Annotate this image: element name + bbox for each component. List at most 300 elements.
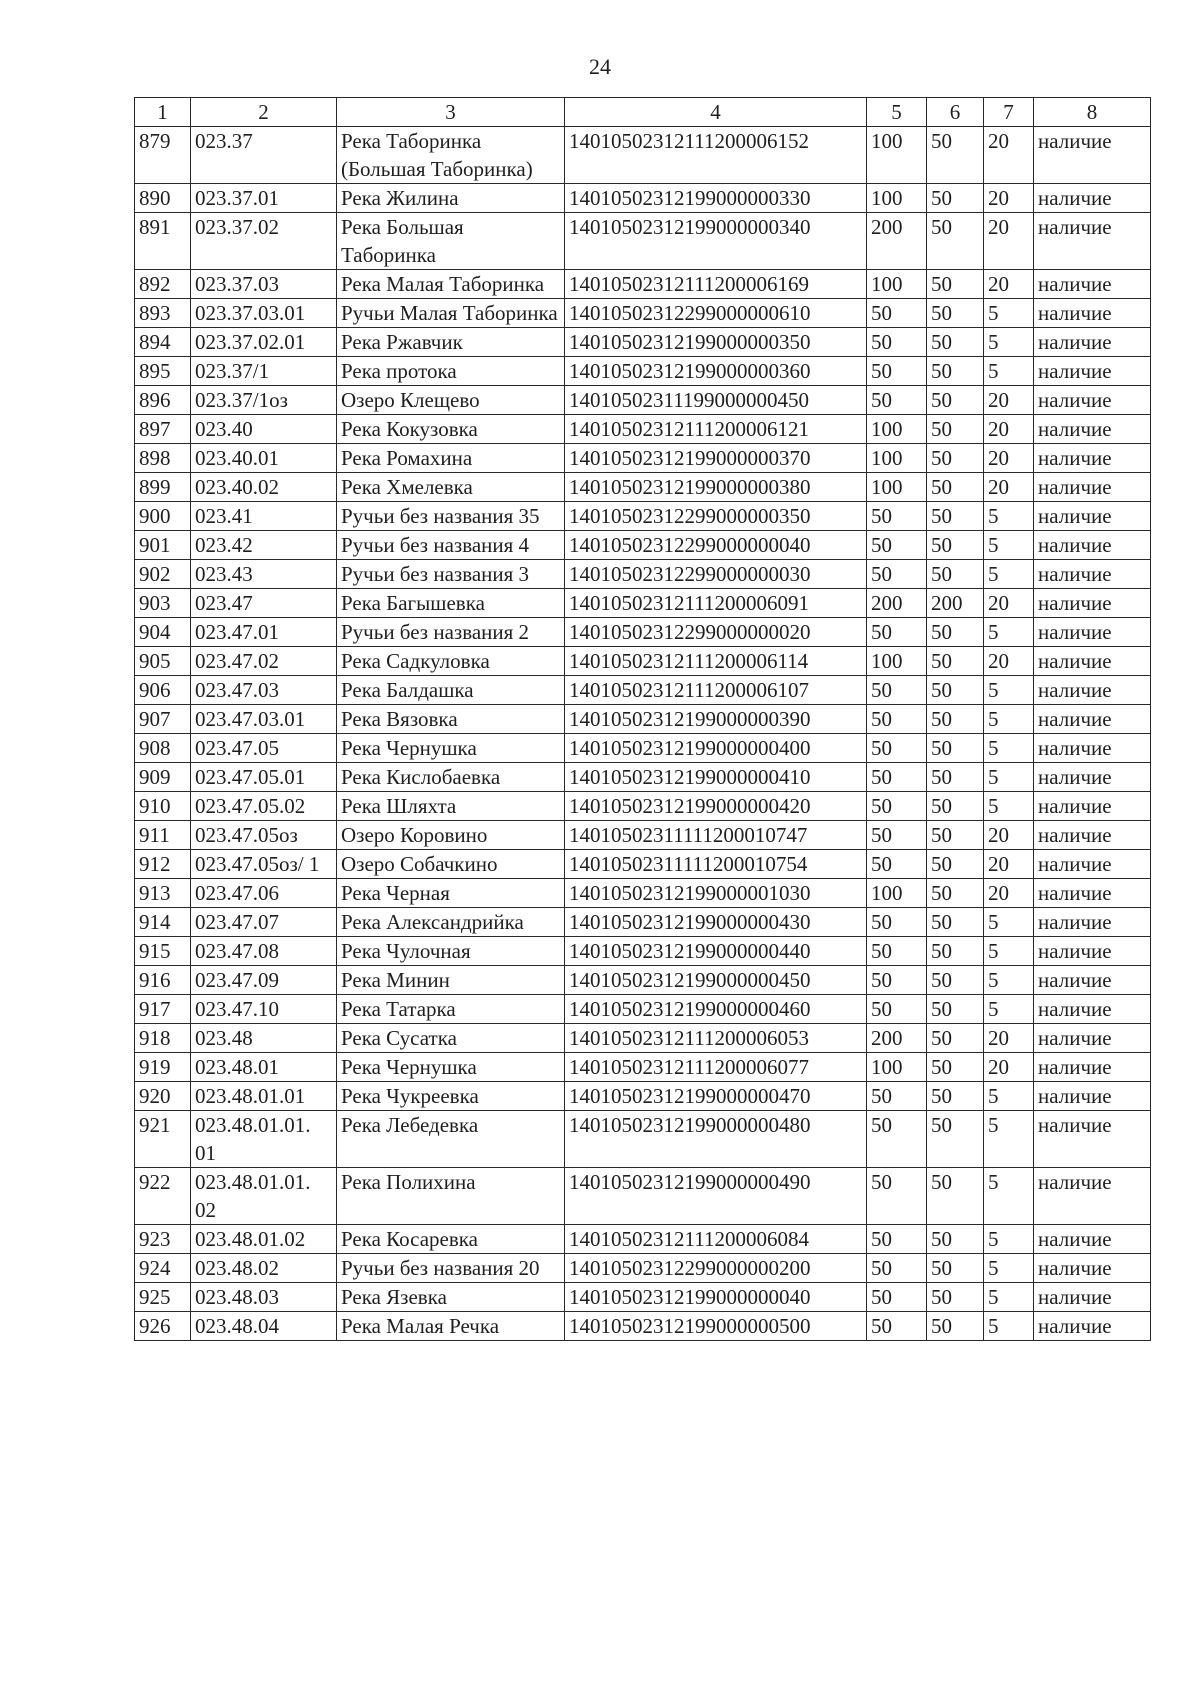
name-cell: Озеро Клещево bbox=[337, 386, 565, 415]
value-6-cell: 50 bbox=[927, 1168, 984, 1225]
value-7-cell: 5 bbox=[984, 734, 1034, 763]
name-cell: Река Садкуловка bbox=[337, 647, 565, 676]
value-7-cell: 5 bbox=[984, 908, 1034, 937]
table-row bbox=[135, 328, 1151, 357]
status-cell: наличие bbox=[1034, 1225, 1151, 1254]
value-6-cell: 50 bbox=[927, 1111, 984, 1168]
value-7-cell: 20 bbox=[984, 1024, 1034, 1053]
value-6-cell: 50 bbox=[927, 850, 984, 879]
value-7-cell: 5 bbox=[984, 1111, 1034, 1168]
value-5-cell: 50 bbox=[867, 1254, 927, 1283]
value-6-cell: 50 bbox=[927, 676, 984, 705]
table-row bbox=[135, 357, 1151, 386]
value-5-cell: 50 bbox=[867, 763, 927, 792]
registry-code-cell: 14010502312111200006121 bbox=[565, 415, 867, 444]
value-5-cell: 50 bbox=[867, 1283, 927, 1312]
column-header-5: 5 bbox=[867, 98, 927, 127]
value-7-cell: 20 bbox=[984, 1053, 1034, 1082]
table-row bbox=[135, 879, 1151, 908]
status-cell: наличие bbox=[1034, 531, 1151, 560]
row-number-cell: 912 bbox=[135, 850, 191, 879]
status-cell: наличие bbox=[1034, 995, 1151, 1024]
row-number-cell: 915 bbox=[135, 937, 191, 966]
code-cell: 023.47.07 bbox=[191, 908, 337, 937]
row-number-cell: 890 bbox=[135, 184, 191, 213]
row-number-cell: 905 bbox=[135, 647, 191, 676]
registry-code-cell: 14010502311111200010754 bbox=[565, 850, 867, 879]
table-header bbox=[135, 98, 1151, 127]
column-header-8: 8 bbox=[1034, 98, 1151, 127]
page-number: 24 bbox=[589, 54, 611, 79]
status-cell: наличие bbox=[1034, 184, 1151, 213]
status-cell: наличие bbox=[1034, 328, 1151, 357]
column-header-7: 7 bbox=[984, 98, 1034, 127]
value-5-cell: 50 bbox=[867, 328, 927, 357]
table-row bbox=[135, 1024, 1151, 1053]
name-cell: Река Жилина bbox=[337, 184, 565, 213]
table-row bbox=[135, 473, 1151, 502]
value-6-cell: 50 bbox=[927, 618, 984, 647]
name-cell: Река Ржавчик bbox=[337, 328, 565, 357]
value-5-cell: 100 bbox=[867, 1053, 927, 1082]
table-row bbox=[135, 1312, 1151, 1341]
name-cell: Река Александрийка bbox=[337, 908, 565, 937]
registry-code-cell: 14010502312199000000370 bbox=[565, 444, 867, 473]
code-cell: 023.37.01 bbox=[191, 184, 337, 213]
registry-code-cell: 14010502312199000000430 bbox=[565, 908, 867, 937]
table-row bbox=[135, 1254, 1151, 1283]
value-5-cell: 100 bbox=[867, 473, 927, 502]
value-6-cell: 50 bbox=[927, 213, 984, 270]
table-row bbox=[135, 618, 1151, 647]
code-cell: 023.47.06 bbox=[191, 879, 337, 908]
name-cell: Река Багышевка bbox=[337, 589, 565, 618]
table-row bbox=[135, 560, 1151, 589]
name-cell: Река Полихина bbox=[337, 1168, 565, 1225]
registry-code-cell: 14010502312111200006084 bbox=[565, 1225, 867, 1254]
value-7-cell: 5 bbox=[984, 792, 1034, 821]
registry-code-cell: 14010502312299000000040 bbox=[565, 531, 867, 560]
status-cell: наличие bbox=[1034, 879, 1151, 908]
status-cell: наличие bbox=[1034, 1024, 1151, 1053]
status-cell: наличие bbox=[1034, 270, 1151, 299]
column-header-4: 4 bbox=[565, 98, 867, 127]
registry-code-cell: 14010502312199000000390 bbox=[565, 705, 867, 734]
value-5-cell: 100 bbox=[867, 415, 927, 444]
name-cell: Ручьи без названия 20 bbox=[337, 1254, 565, 1283]
row-number-cell: 909 bbox=[135, 763, 191, 792]
value-6-cell: 50 bbox=[927, 937, 984, 966]
header-row bbox=[135, 98, 1151, 127]
table-row bbox=[135, 1225, 1151, 1254]
code-cell: 023.43 bbox=[191, 560, 337, 589]
name-cell: Река Черная bbox=[337, 879, 565, 908]
status-cell: наличие bbox=[1034, 850, 1151, 879]
value-6-cell: 50 bbox=[927, 127, 984, 184]
value-5-cell: 200 bbox=[867, 213, 927, 270]
table-row bbox=[135, 792, 1151, 821]
table-row bbox=[135, 589, 1151, 618]
name-cell: Река Малая Речка bbox=[337, 1312, 565, 1341]
status-cell: наличие bbox=[1034, 444, 1151, 473]
name-cell: Ручьи без названия 4 bbox=[337, 531, 565, 560]
name-cell: Река Татарка bbox=[337, 995, 565, 1024]
value-5-cell: 50 bbox=[867, 1225, 927, 1254]
table-row bbox=[135, 1283, 1151, 1312]
value-7-cell: 5 bbox=[984, 995, 1034, 1024]
code-cell: 023.48.02 bbox=[191, 1254, 337, 1283]
value-5-cell: 100 bbox=[867, 444, 927, 473]
registry-code-cell: 14010502312199000000360 bbox=[565, 357, 867, 386]
code-cell: 023.41 bbox=[191, 502, 337, 531]
table-row bbox=[135, 937, 1151, 966]
value-7-cell: 5 bbox=[984, 1312, 1034, 1341]
value-6-cell: 50 bbox=[927, 1024, 984, 1053]
table-row bbox=[135, 763, 1151, 792]
code-cell: 023.48.01.02 bbox=[191, 1225, 337, 1254]
value-7-cell: 5 bbox=[984, 1254, 1034, 1283]
value-6-cell: 50 bbox=[927, 1283, 984, 1312]
row-number-cell: 904 bbox=[135, 618, 191, 647]
row-number-cell: 902 bbox=[135, 560, 191, 589]
row-number-cell: 918 bbox=[135, 1024, 191, 1053]
registry-code-cell: 14010502312199000000330 bbox=[565, 184, 867, 213]
code-cell: 023.48.03 bbox=[191, 1283, 337, 1312]
value-5-cell: 50 bbox=[867, 1082, 927, 1111]
value-5-cell: 50 bbox=[867, 1111, 927, 1168]
code-cell: 023.47 bbox=[191, 589, 337, 618]
name-cell: Река Чулочная bbox=[337, 937, 565, 966]
status-cell: наличие bbox=[1034, 937, 1151, 966]
value-6-cell: 50 bbox=[927, 502, 984, 531]
status-cell: наличие bbox=[1034, 647, 1151, 676]
code-cell: 023.47.05оз bbox=[191, 821, 337, 850]
code-cell: 023.47.05.02 bbox=[191, 792, 337, 821]
value-6-cell: 50 bbox=[927, 415, 984, 444]
status-cell: наличие bbox=[1034, 357, 1151, 386]
name-cell: Река Шляхта bbox=[337, 792, 565, 821]
value-6-cell: 50 bbox=[927, 966, 984, 995]
value-7-cell: 5 bbox=[984, 328, 1034, 357]
registry-code-cell: 14010502312299000000030 bbox=[565, 560, 867, 589]
value-6-cell: 50 bbox=[927, 444, 984, 473]
registry-code-cell: 14010502311111200010747 bbox=[565, 821, 867, 850]
row-number-cell: 908 bbox=[135, 734, 191, 763]
value-6-cell: 50 bbox=[927, 792, 984, 821]
registry-code-cell: 14010502312199000000340 bbox=[565, 213, 867, 270]
table-row bbox=[135, 502, 1151, 531]
registry-code-cell: 14010502312199000000410 bbox=[565, 763, 867, 792]
value-7-cell: 20 bbox=[984, 415, 1034, 444]
row-number-cell: 922 bbox=[135, 1168, 191, 1225]
code-cell: 023.37.03 bbox=[191, 270, 337, 299]
status-cell: наличие bbox=[1034, 502, 1151, 531]
value-7-cell: 5 bbox=[984, 560, 1034, 589]
value-7-cell: 20 bbox=[984, 589, 1034, 618]
value-5-cell: 100 bbox=[867, 647, 927, 676]
row-number-cell: 896 bbox=[135, 386, 191, 415]
name-cell: Ручьи без названия 35 bbox=[337, 502, 565, 531]
value-5-cell: 50 bbox=[867, 386, 927, 415]
table-row bbox=[135, 1082, 1151, 1111]
name-cell: Река Хмелевка bbox=[337, 473, 565, 502]
value-7-cell: 20 bbox=[984, 270, 1034, 299]
table-row bbox=[135, 386, 1151, 415]
value-7-cell: 20 bbox=[984, 127, 1034, 184]
row-number-cell: 907 bbox=[135, 705, 191, 734]
table-row bbox=[135, 850, 1151, 879]
code-cell: 023.40.02 bbox=[191, 473, 337, 502]
registry-code-cell: 14010502312199000001030 bbox=[565, 879, 867, 908]
value-6-cell: 50 bbox=[927, 328, 984, 357]
value-5-cell: 100 bbox=[867, 127, 927, 184]
registry-code-cell: 14010502312299000000610 bbox=[565, 299, 867, 328]
value-7-cell: 20 bbox=[984, 444, 1034, 473]
row-number-cell: 906 bbox=[135, 676, 191, 705]
code-cell: 023.48 bbox=[191, 1024, 337, 1053]
value-5-cell: 50 bbox=[867, 792, 927, 821]
registry-code-cell: 14010502312299000000200 bbox=[565, 1254, 867, 1283]
status-cell: наличие bbox=[1034, 821, 1151, 850]
row-number-cell: 892 bbox=[135, 270, 191, 299]
registry-code-cell: 14010502312111200006114 bbox=[565, 647, 867, 676]
status-cell: наличие bbox=[1034, 1312, 1151, 1341]
value-6-cell: 50 bbox=[927, 299, 984, 328]
status-cell: наличие bbox=[1034, 127, 1151, 184]
code-cell: 023.40.01 bbox=[191, 444, 337, 473]
column-header-3: 3 bbox=[337, 98, 565, 127]
name-cell: Река Лебедевка bbox=[337, 1111, 565, 1168]
table-row bbox=[135, 270, 1151, 299]
code-cell: 023.48.01.01. 01 bbox=[191, 1111, 337, 1168]
code-cell: 023.47.05.01 bbox=[191, 763, 337, 792]
value-6-cell: 50 bbox=[927, 763, 984, 792]
value-7-cell: 20 bbox=[984, 647, 1034, 676]
name-cell: Река Ромахина bbox=[337, 444, 565, 473]
code-cell: 023.40 bbox=[191, 415, 337, 444]
table-row bbox=[135, 734, 1151, 763]
code-cell: 023.48.04 bbox=[191, 1312, 337, 1341]
registry-code-cell: 14010502312199000000470 bbox=[565, 1082, 867, 1111]
value-7-cell: 20 bbox=[984, 473, 1034, 502]
name-cell: Река Балдашка bbox=[337, 676, 565, 705]
code-cell: 023.37.02.01 bbox=[191, 328, 337, 357]
name-cell: Ручьи Малая Таборинка bbox=[337, 299, 565, 328]
registry-code-cell: 14010502312199000000350 bbox=[565, 328, 867, 357]
value-5-cell: 50 bbox=[867, 1312, 927, 1341]
name-cell: Река Косаревка bbox=[337, 1225, 565, 1254]
code-cell: 023.37/1 bbox=[191, 357, 337, 386]
value-5-cell: 50 bbox=[867, 502, 927, 531]
row-number-cell: 900 bbox=[135, 502, 191, 531]
registry-code-cell: 14010502311199000000450 bbox=[565, 386, 867, 415]
row-number-cell: 923 bbox=[135, 1225, 191, 1254]
value-5-cell: 50 bbox=[867, 937, 927, 966]
row-number-cell: 916 bbox=[135, 966, 191, 995]
value-6-cell: 50 bbox=[927, 879, 984, 908]
value-5-cell: 50 bbox=[867, 531, 927, 560]
value-5-cell: 100 bbox=[867, 184, 927, 213]
name-cell: Река Кокузовка bbox=[337, 415, 565, 444]
value-7-cell: 5 bbox=[984, 299, 1034, 328]
table-row bbox=[135, 1168, 1151, 1225]
table-row bbox=[135, 127, 1151, 184]
registry-code-cell: 14010502312199000000380 bbox=[565, 473, 867, 502]
status-cell: наличие bbox=[1034, 1254, 1151, 1283]
code-cell: 023.37.03.01 bbox=[191, 299, 337, 328]
value-7-cell: 5 bbox=[984, 705, 1034, 734]
status-cell: наличие bbox=[1034, 792, 1151, 821]
value-5-cell: 50 bbox=[867, 734, 927, 763]
row-number-cell: 926 bbox=[135, 1312, 191, 1341]
value-6-cell: 50 bbox=[927, 386, 984, 415]
value-7-cell: 5 bbox=[984, 357, 1034, 386]
row-number-cell: 921 bbox=[135, 1111, 191, 1168]
value-5-cell: 50 bbox=[867, 560, 927, 589]
value-6-cell: 50 bbox=[927, 705, 984, 734]
registry-code-cell: 14010502312199000000440 bbox=[565, 937, 867, 966]
status-cell: наличие bbox=[1034, 589, 1151, 618]
registry-code-cell: 14010502312199000000480 bbox=[565, 1111, 867, 1168]
row-number-cell: 911 bbox=[135, 821, 191, 850]
value-6-cell: 50 bbox=[927, 1225, 984, 1254]
row-number-cell: 893 bbox=[135, 299, 191, 328]
table-row bbox=[135, 444, 1151, 473]
name-cell: Река Чукреевка bbox=[337, 1082, 565, 1111]
status-cell: наличие bbox=[1034, 213, 1151, 270]
status-cell: наличие bbox=[1034, 618, 1151, 647]
registry-code-cell: 14010502312299000000020 bbox=[565, 618, 867, 647]
name-cell: Река Минин bbox=[337, 966, 565, 995]
status-cell: наличие bbox=[1034, 415, 1151, 444]
code-cell: 023.47.01 bbox=[191, 618, 337, 647]
registry-code-cell: 14010502312199000000500 bbox=[565, 1312, 867, 1341]
status-cell: наличие bbox=[1034, 386, 1151, 415]
value-5-cell: 50 bbox=[867, 908, 927, 937]
row-number-cell: 891 bbox=[135, 213, 191, 270]
code-cell: 023.47.10 bbox=[191, 995, 337, 1024]
row-number-cell: 903 bbox=[135, 589, 191, 618]
registry-code-cell: 14010502312199000000450 bbox=[565, 966, 867, 995]
table-row bbox=[135, 647, 1151, 676]
code-cell: 023.48.01 bbox=[191, 1053, 337, 1082]
column-header-6: 6 bbox=[927, 98, 984, 127]
value-7-cell: 5 bbox=[984, 1283, 1034, 1312]
status-cell: наличие bbox=[1034, 763, 1151, 792]
status-cell: наличие bbox=[1034, 1082, 1151, 1111]
value-5-cell: 50 bbox=[867, 676, 927, 705]
table-row bbox=[135, 213, 1151, 270]
registry-code-cell: 14010502312199000000400 bbox=[565, 734, 867, 763]
value-5-cell: 100 bbox=[867, 879, 927, 908]
row-number-cell: 895 bbox=[135, 357, 191, 386]
value-6-cell: 50 bbox=[927, 184, 984, 213]
code-cell: 023.47.05оз/ 1 bbox=[191, 850, 337, 879]
registry-code-cell: 14010502312111200006169 bbox=[565, 270, 867, 299]
row-number-cell: 901 bbox=[135, 531, 191, 560]
value-7-cell: 5 bbox=[984, 618, 1034, 647]
registry-code-cell: 14010502312299000000350 bbox=[565, 502, 867, 531]
name-cell: Река Вязовка bbox=[337, 705, 565, 734]
value-5-cell: 50 bbox=[867, 618, 927, 647]
value-7-cell: 20 bbox=[984, 184, 1034, 213]
table-row bbox=[135, 184, 1151, 213]
name-cell: Река Кислобаевка bbox=[337, 763, 565, 792]
value-5-cell: 50 bbox=[867, 821, 927, 850]
row-number-cell: 894 bbox=[135, 328, 191, 357]
column-header-2: 2 bbox=[191, 98, 337, 127]
table-row bbox=[135, 531, 1151, 560]
value-7-cell: 5 bbox=[984, 502, 1034, 531]
name-cell: Река Язевка bbox=[337, 1283, 565, 1312]
row-number-cell: 924 bbox=[135, 1254, 191, 1283]
status-cell: наличие bbox=[1034, 560, 1151, 589]
value-7-cell: 5 bbox=[984, 763, 1034, 792]
value-5-cell: 100 bbox=[867, 270, 927, 299]
column-header-1: 1 bbox=[135, 98, 191, 127]
table-body bbox=[135, 127, 1151, 1341]
table-row bbox=[135, 821, 1151, 850]
code-cell: 023.47.08 bbox=[191, 937, 337, 966]
row-number-cell: 898 bbox=[135, 444, 191, 473]
value-5-cell: 50 bbox=[867, 966, 927, 995]
value-7-cell: 20 bbox=[984, 850, 1034, 879]
row-number-cell: 919 bbox=[135, 1053, 191, 1082]
value-6-cell: 50 bbox=[927, 734, 984, 763]
value-5-cell: 50 bbox=[867, 357, 927, 386]
table-row bbox=[135, 299, 1151, 328]
value-7-cell: 5 bbox=[984, 531, 1034, 560]
registry-code-cell: 14010502312111200006053 bbox=[565, 1024, 867, 1053]
code-cell: 023.37/1оз bbox=[191, 386, 337, 415]
table-row bbox=[135, 995, 1151, 1024]
table-row bbox=[135, 966, 1151, 995]
table-row bbox=[135, 705, 1151, 734]
value-6-cell: 50 bbox=[927, 531, 984, 560]
value-6-cell: 50 bbox=[927, 270, 984, 299]
value-6-cell: 50 bbox=[927, 560, 984, 589]
row-number-cell: 899 bbox=[135, 473, 191, 502]
value-5-cell: 50 bbox=[867, 1168, 927, 1225]
value-5-cell: 200 bbox=[867, 589, 927, 618]
name-cell: Река Чернушка bbox=[337, 734, 565, 763]
name-cell: Озеро Собачкино bbox=[337, 850, 565, 879]
registry-code-cell: 14010502312199000000040 bbox=[565, 1283, 867, 1312]
registry-code-cell: 14010502312111200006107 bbox=[565, 676, 867, 705]
value-7-cell: 5 bbox=[984, 676, 1034, 705]
code-cell: 023.37.02 bbox=[191, 213, 337, 270]
status-cell: наличие bbox=[1034, 1053, 1151, 1082]
row-number-cell: 910 bbox=[135, 792, 191, 821]
table-row bbox=[135, 676, 1151, 705]
value-7-cell: 20 bbox=[984, 821, 1034, 850]
status-cell: наличие bbox=[1034, 1283, 1151, 1312]
status-cell: наличие bbox=[1034, 299, 1151, 328]
value-5-cell: 50 bbox=[867, 299, 927, 328]
row-number-cell: 917 bbox=[135, 995, 191, 1024]
row-number-cell: 913 bbox=[135, 879, 191, 908]
code-cell: 023.47.09 bbox=[191, 966, 337, 995]
value-6-cell: 50 bbox=[927, 473, 984, 502]
name-cell: Река Таборинка (Большая Таборинка) bbox=[337, 127, 565, 184]
name-cell: Река Сусатка bbox=[337, 1024, 565, 1053]
row-number-cell: 897 bbox=[135, 415, 191, 444]
table-row bbox=[135, 908, 1151, 937]
value-6-cell: 50 bbox=[927, 908, 984, 937]
value-7-cell: 5 bbox=[984, 1168, 1034, 1225]
value-6-cell: 50 bbox=[927, 995, 984, 1024]
value-5-cell: 50 bbox=[867, 705, 927, 734]
